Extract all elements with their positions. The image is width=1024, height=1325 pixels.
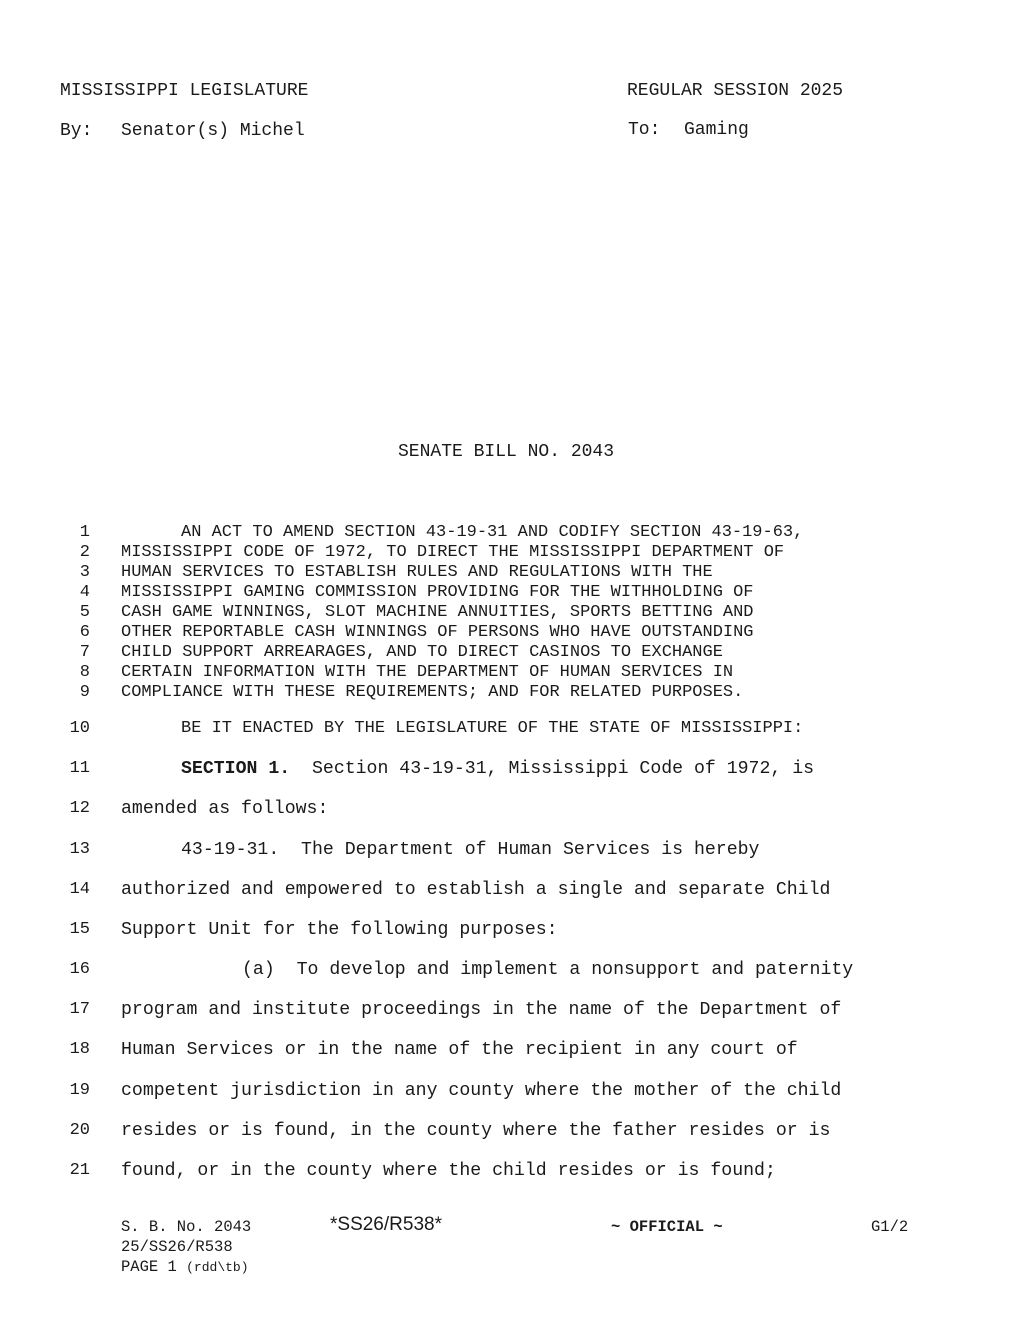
- body-line: authorized and empowered to establish a single and separate Child: [121, 880, 831, 900]
- title-line: HUMAN SERVICES TO ESTABLISH RULES AND REGULATIONS WITH THE: [121, 563, 713, 582]
- committee-name: Gaming: [684, 120, 749, 140]
- line-number: 19: [69, 1081, 90, 1100]
- drafter-initials: (rdd\tb): [186, 1260, 249, 1275]
- barcode-text: *SS26/R538*: [330, 1214, 442, 1235]
- line-number: 15: [69, 920, 90, 939]
- title-line: CASH GAME WINNINGS, SLOT MACHINE ANNUITIES, SPORTS BETTING AND: [121, 603, 754, 622]
- section-heading: [181, 759, 814, 779]
- title-line: COMPLIANCE WITH THESE REQUIREMENTS; AND FOR RELATED PURPOSES.: [121, 683, 744, 702]
- body-line: competent jurisdiction in any county where the mother of the child: [121, 1081, 842, 1101]
- line-number: 20: [69, 1121, 90, 1140]
- line-number: 18: [69, 1040, 90, 1059]
- section-text: Section 43-19-31, Mississippi Code of 1972, is: [290, 759, 815, 779]
- document-code: 25/SS26/R538: [121, 1238, 233, 1256]
- line-number: 14: [69, 880, 90, 899]
- body-line: resides or is found, in the county where the father resides or is: [121, 1121, 831, 1141]
- line-number: 6: [79, 623, 90, 642]
- line-number: 16: [69, 960, 90, 979]
- session-name: REGULAR SESSION 2025: [627, 81, 844, 101]
- line-number: 1: [79, 523, 90, 542]
- body-line: found, or in the county where the child resides or is found;: [121, 1161, 776, 1181]
- title-line: OTHER REPORTABLE CASH WINNINGS OF PERSONS WHO HAVE OUTSTANDING: [121, 623, 754, 642]
- bill-title: SENATE BILL NO. 2043: [398, 442, 615, 462]
- sponsor-name: Senator(s) Michel: [121, 121, 305, 141]
- title-line: CERTAIN INFORMATION WITH THE DEPARTMENT OF HUMAN SERVICES IN: [121, 663, 734, 682]
- title-line: MISSISSIPPI CODE OF 1972, TO DIRECT THE MISSISSIPPI DEPARTMENT OF: [121, 543, 785, 562]
- line-number: 3: [79, 563, 90, 582]
- body-line: Human Services or in the name of the recipient in any court of: [121, 1040, 798, 1060]
- page-code: G1/2: [871, 1218, 909, 1236]
- page-label: PAGE 1: [121, 1258, 177, 1276]
- line-number: 11: [69, 759, 90, 778]
- body-line: (a) To develop and implement a nonsupport and paternity: [242, 960, 854, 980]
- enacting-clause: BE IT ENACTED BY THE LEGISLATURE OF THE STATE OF MISSISSIPPI:: [181, 719, 804, 738]
- title-line: AN ACT TO AMEND SECTION 43-19-31 AND CODIFY SECTION 43-19-63,: [181, 523, 804, 542]
- body-line: Support Unit for the following purposes:: [121, 920, 558, 940]
- line-number: 10: [69, 719, 90, 738]
- page-number: [121, 1258, 249, 1276]
- body-line: amended as follows:: [121, 799, 329, 819]
- body-line: program and institute proceedings in the name of the Department of: [121, 1000, 842, 1020]
- section-label: SECTION 1.: [181, 759, 291, 779]
- body-line: 43-19-31. The Department of Human Services is hereby: [181, 840, 760, 860]
- committee-label: To:: [628, 120, 661, 140]
- sponsor-label: By:: [60, 121, 93, 141]
- line-number: 7: [79, 643, 90, 662]
- line-number: 2: [79, 543, 90, 562]
- line-number: 13: [69, 840, 90, 859]
- official-mark: ~ OFFICIAL ~: [611, 1218, 723, 1236]
- bill-reference: S. B. No. 2043: [121, 1218, 252, 1236]
- line-number: 17: [69, 1000, 90, 1019]
- title-line: MISSISSIPPI GAMING COMMISSION PROVIDING FOR THE WITHHOLDING OF: [121, 583, 754, 602]
- line-number: 5: [79, 603, 90, 622]
- legislature-name: MISSISSIPPI LEGISLATURE: [60, 81, 309, 101]
- line-number: 4: [79, 583, 90, 602]
- line-number: 9: [79, 683, 90, 702]
- line-number: 8: [79, 663, 90, 682]
- title-line: CHILD SUPPORT ARREARAGES, AND TO DIRECT CASINOS TO EXCHANGE: [121, 643, 723, 662]
- line-number: 12: [69, 799, 90, 818]
- line-number: 21: [69, 1161, 90, 1180]
